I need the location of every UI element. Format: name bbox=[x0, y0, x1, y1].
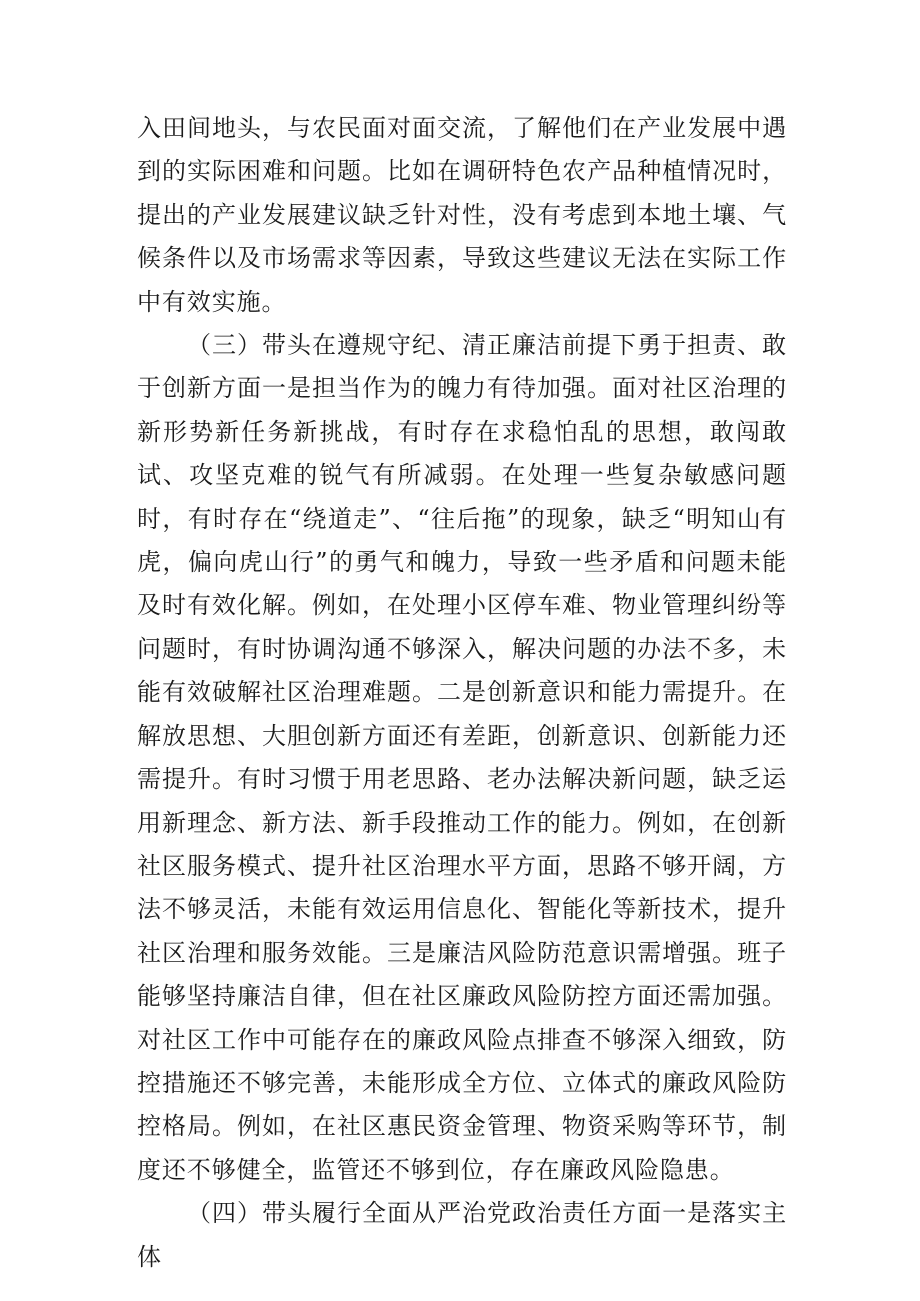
paragraph-continuation: 入田间地头，与农民面对面交流，了解他们在产业发展中遇到的实际困难和问题。比如在调研特色农产品种植情况时，提出的产业发展建议缺乏针对性，没有考虑到本地土壤、气候条件以及市场需求等因素，导致这些建议无法在实际工作中有效实施。 bbox=[137, 114, 787, 316]
paragraph-section-four: （四）带头履行全面从严治党政治责任方面一是落实主体 bbox=[137, 1199, 787, 1271]
paragraph-section-three: （三）带头在遵规守纪、清正廉洁前提下勇于担责、敢于创新方面一是担当作为的魄力有待加强。面对社区治理的新形势新任务新挑战，有时存在求稳怕乱的思想，敢闯敢试、攻坚克难的锐气有所减弱。在处理一些复杂敏感问题时，有时存在“绕道走”、“往后拖”的现象，缺乏“明知山有虎，偏向虎山行”的勇气和魄力，导致一些矛盾和问题未能及时有效化解。例如，在处理小区停车难、物业管理纠纷等问题时，有时协调沟通不够深入，解决问题的办法不多，未能有效破解社区治理难题。二是创新意识和能力需提升。在解放思想、大胆创新方面还有差距，创新意识、创新能力还需提升。有时习惯于用老思路、老办法解决新问题，缺乏运用新理念、新方法、新手段推动工作的能力。例如，在创新社区服务模式、提升社区治理水平方面，思路不够开阔，方法不够灵活，未能有效运用信息化、智能化等新技术，提升社区治理和服务效能。三是廉洁风险防范意识需增强。班子能够坚持廉洁自律，但在社区廉政风险防控方面还需加强。对社区工作中可能存在的廉政风险点排查不够深入细致，防控措施还不够完善，未能形成全方位、立体式的廉政风险防控格局。例如，在社区惠民资金管理、物资采购等环节，制度还不够健全，监管还不够到位，存在廉政风险隐患。 bbox=[137, 331, 787, 1184]
body-text bbox=[137, 107, 787, 1279]
